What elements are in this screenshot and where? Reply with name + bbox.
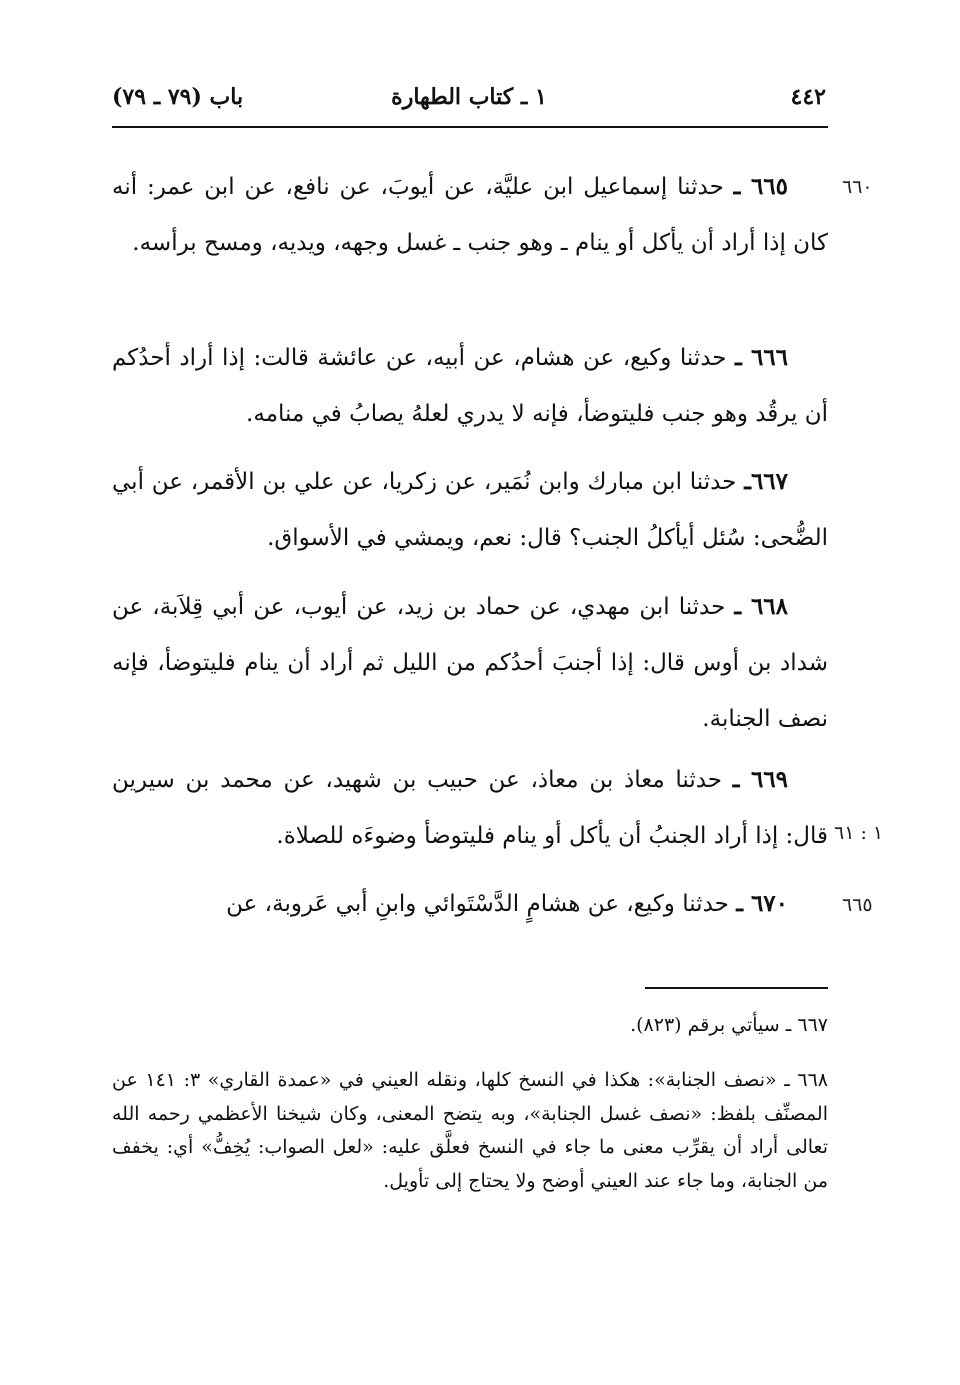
footnote-number: ٦٦٨ ـ [784,1069,828,1091]
footnote-rule [645,987,828,989]
hadith-number: ٦٦٧ـ [744,468,788,495]
hadith-paragraph [112,876,828,932]
hadith-paragraph [112,159,828,271]
margin-note-665: ٦٦٥ [842,894,873,916]
footnote-text: سيأتي برقم (٨٢٣). [630,1014,786,1036]
header-rule [112,126,828,128]
hadith-text: حدثنا وكيع، عن هشام، عن أبيه، عن عائشة قالت: إذا أراد أحدُكم أن يرقُد وهو جنب فليتوضأ، فإنه لا يدري لعلهُ يصابُ في منامه. [112,345,828,427]
running-header [112,80,826,124]
hadith-text: حدثنا معاذ بن معاذ، عن حبيب بن شهيد، عن محمد بن سيرين قال: إذا أراد الجنبُ أن يأكل أو ينام فليتوضأ وضوءَه للصلاة. [112,767,828,849]
footnote-number: ٦٦٧ ـ [785,1014,828,1036]
footnote-text: «نصف الجنابة»: هكذا في النسخ كلها، ونقله العيني في «عمدة القاري» ٣: ١٤١ عن المصنِّف بلفظ: «نصف غسل الجنابة»، وبه يتضح المعنى، وكان شيخنا الأعظمي رحمه الله تعالى أراد أن يقرِّب معنى ما جاء في النسخ فعلَّق عليه: «لعل الصواب: يُخِفُّ» أي: يخفف من الجنابة، وما جاء عند العيني أوضح ولا يحتاج إلى تأويل. [112,1069,828,1192]
hadith-paragraph [112,752,828,864]
margin-note-1-61: ١ : ٦١ [834,822,884,844]
hadith-number: ٦٧٠ ـ [736,890,788,917]
hadith-paragraph [112,454,828,566]
hadith-paragraph [112,579,828,747]
hadith-number: ٦٦٦ ـ [735,344,788,371]
hadith-number: ٦٦٥ ـ [733,173,788,200]
hadith-text: حدثنا وكيع، عن هشامٍ الدَّسْتَوائي وابنِ أبي عَروبة، عن [226,891,737,917]
margin-note-660: ٦٦٠ [842,176,873,198]
footnote [112,1064,828,1198]
page-number: ٤٤٢ [790,84,826,110]
hadith-number: ٦٦٩ ـ [732,766,788,793]
hadith-paragraph [112,330,828,442]
footnote [112,1009,828,1043]
hadith-text: حدثنا إسماعيل ابن عليَّة، عن أيوبَ، عن نافع، عن ابن عمر: أنه كان إذا أراد أن يأكل أو ينام ـ وهو جنب ـ غسل وجهه، ويديه، ومسح برأسه. [112,174,828,256]
hadith-text: حدثنا ابن مبارك وابن نُمَير، عن زكريا، عن علي بن الأقمر، عن أبي الضُّحى: سُئل أيأكلُ الجنب؟ قال: نعم، ويمشي في الأسواق. [112,469,828,551]
hadith-text: حدثنا ابن مهدي، عن حماد بن زيد، عن أيوب، عن أبي قِلاَبة، عن شداد بن أوس قال: إذا أجنبَ أحدُكم من الليل ثم أراد أن ينام فليتوضأ، فإنه نصف الجنابة. [112,594,828,732]
book-title: ١ ـ كتاب الطهارة [391,84,547,110]
chapter-range: باب (٧٩ ـ ٧٩) [112,84,244,110]
hadith-number: ٦٦٨ ـ [734,593,788,620]
